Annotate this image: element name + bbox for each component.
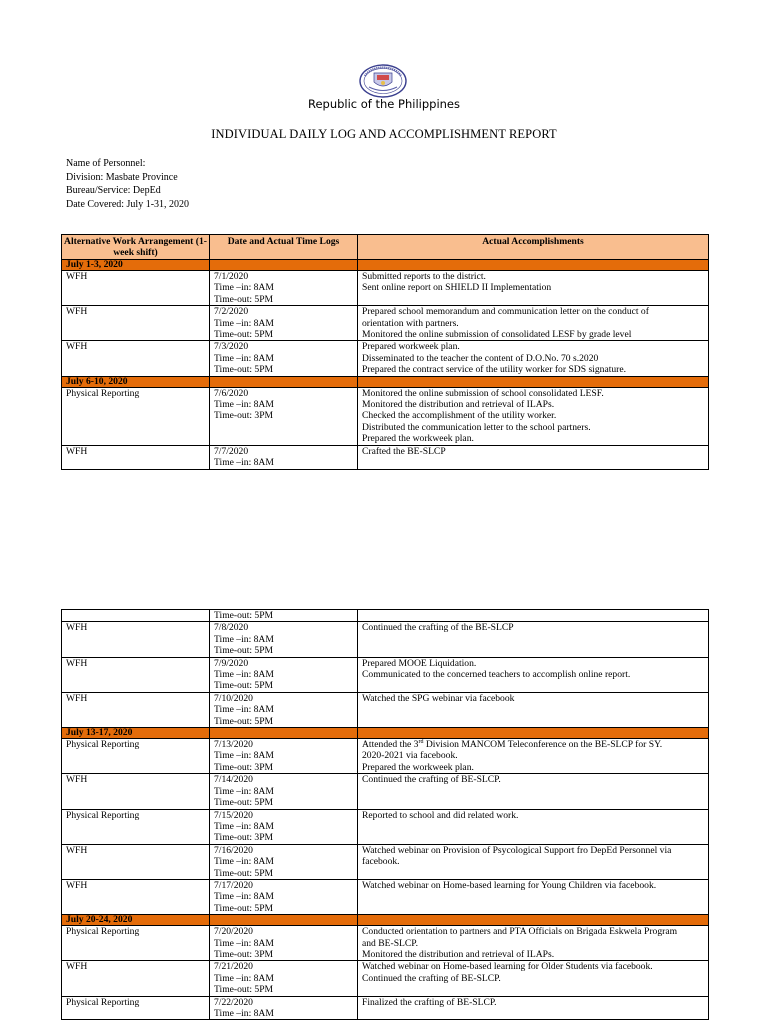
time-log-line: Time-out: 5PM xyxy=(214,293,274,305)
table-row xyxy=(62,445,709,469)
accomplishment-cell xyxy=(358,341,709,376)
time-log-line: Time –in: 8AM xyxy=(214,820,274,832)
work-arrangement-cell: Physical Reporting xyxy=(62,739,210,774)
accomplishment-line: Watched the SPG webinar via facebook xyxy=(362,692,515,704)
accomplishment-line: Watched webinar on Home-based learning for Older Students via facebook. xyxy=(362,961,653,973)
table-row xyxy=(62,271,709,306)
accomplishment-line: Prepared school memorandum and communication letter on the conduct of xyxy=(362,306,649,318)
accomplishment-line: Checked the accomplishment of the utility worker. xyxy=(362,410,557,422)
work-arrangement-cell xyxy=(62,610,210,622)
accomplishment-line: Conducted orientation to partners and PTA Officials on Brigada Eskwela Program xyxy=(362,926,678,938)
accomplishment-line: Prepared MOOE Liquidation. xyxy=(362,657,477,669)
time-log-line: Time –in: 8AM xyxy=(214,856,274,868)
time-log-line: Time-out: 3PM xyxy=(214,410,274,422)
accomplishment-line: Reported to school and did related work. xyxy=(362,809,519,821)
report-title: INDIVIDUAL DAILY LOG AND ACCOMPLISHMENT REPORT xyxy=(211,127,557,141)
accomplishment-line: Continued the crafting of BE-SLCP. xyxy=(362,774,501,786)
header-work-arrangement: Alternative Work Arrangement (1-week shift) xyxy=(62,235,210,260)
time-log-line: 7/2/2020 xyxy=(214,306,249,318)
time-log-line: 7/14/2020 xyxy=(214,774,253,786)
time-log-line: Time –in: 8AM xyxy=(214,669,274,681)
accomplishment-line: Prepared the contract service of the utility worker for SDS signature. xyxy=(362,364,627,376)
accomplishment-line: Sent online report on SHIELD II Implementation xyxy=(362,282,552,294)
accomplishment-cell xyxy=(358,844,709,879)
personnel-name: Name of Personnel: xyxy=(66,158,146,169)
table-row xyxy=(62,341,709,376)
week-header-row xyxy=(62,260,709,271)
accomplishment-line: Watched webinar on Provision of Psycological Support fro DepEd Personnel via xyxy=(362,844,672,856)
accomplishment-line: Prepared workweek plan. xyxy=(362,341,460,353)
time-log-line: Time-out: 5PM xyxy=(214,797,274,809)
week-empty-cell xyxy=(358,260,709,271)
week-label: July 6-10, 2020 xyxy=(62,376,210,387)
time-log-cell xyxy=(210,926,358,961)
accomplishment-line: Disseminated to the teacher the content of D.O.No. 70 s.2020 xyxy=(362,352,599,364)
time-log-line: 7/3/2020 xyxy=(214,341,249,353)
time-log-cell xyxy=(210,809,358,844)
time-log-line: Time-out: 5PM xyxy=(214,902,274,914)
time-log-cell xyxy=(210,879,358,914)
week-empty-cell xyxy=(210,376,358,387)
accomplishment-line: and BE-SLCP. xyxy=(362,937,418,949)
time-log-line: Time –in: 8AM xyxy=(214,785,274,797)
time-log-line: Time –in: 8AM xyxy=(214,937,274,949)
accomplishment-line: Monitored the online submission of consolidated LESF by grade level xyxy=(362,329,632,341)
work-arrangement-cell: WFH xyxy=(62,774,210,809)
time-log-cell xyxy=(210,622,358,657)
time-log-line: Time-out: 5PM xyxy=(214,680,274,692)
week-empty-cell xyxy=(210,728,358,739)
time-log-line: 7/16/2020 xyxy=(214,844,253,856)
accomplishment-cell xyxy=(358,622,709,657)
week-header-row xyxy=(62,915,709,926)
time-log-cell xyxy=(210,387,358,445)
table-row xyxy=(62,610,709,622)
work-arrangement-cell: WFH xyxy=(62,271,210,306)
accomplishment-cell xyxy=(358,961,709,996)
time-log-line: 7/8/2020 xyxy=(214,622,249,634)
week-empty-cell xyxy=(210,260,358,271)
time-log-line: Time-out: 3PM xyxy=(214,761,274,773)
accomplishment-cell xyxy=(358,445,709,469)
time-log-cell xyxy=(210,445,358,469)
time-log-line: Time-out: 5PM xyxy=(214,867,274,879)
table-row xyxy=(62,657,709,692)
time-log-line: Time-out: 5PM xyxy=(214,715,274,727)
date-covered: Date Covered: July 1-31, 2020 xyxy=(66,198,190,210)
work-arrangement-cell: WFH xyxy=(62,622,210,657)
time-log-line: Time-out: 5PM xyxy=(214,645,274,657)
accomplishment-cell xyxy=(358,657,709,692)
accomplishment-line: Watched webinar on Home-based learning for Young Children via facebook. xyxy=(362,879,657,891)
accomplishment-line: Monitored the distribution and retrieval of ILAPs. xyxy=(362,399,555,411)
table-row xyxy=(62,926,709,961)
table-row xyxy=(62,692,709,727)
accomplishment-cell xyxy=(358,774,709,809)
deped-seal-logo xyxy=(359,64,407,98)
accomplishment-line: Crafted the BE-SLCP xyxy=(362,445,446,457)
work-arrangement-cell: WFH xyxy=(62,445,210,469)
table-row xyxy=(62,879,709,914)
accomplishment-cell xyxy=(358,271,709,306)
time-log-line: Time-out: 5PM xyxy=(214,984,274,996)
accomplishment-line: facebook. xyxy=(362,856,400,868)
time-log-line: 7/1/2020 xyxy=(214,271,249,282)
time-log-line: Time –in: 8AM xyxy=(214,750,274,762)
work-arrangement-cell: Physical Reporting xyxy=(62,809,210,844)
time-log-cell xyxy=(210,341,358,376)
accomplishment-cell xyxy=(358,926,709,961)
table-row xyxy=(62,622,709,657)
time-log-line: Time –in: 8AM xyxy=(214,282,274,294)
time-log-line: Time –in: 8AM xyxy=(214,891,274,903)
time-log-cell xyxy=(210,271,358,306)
accomplishment-line: Submitted reports to the district. xyxy=(362,271,486,282)
time-log-line: Time-out: 5PM xyxy=(214,364,274,376)
time-log-line: 7/10/2020 xyxy=(214,692,253,704)
time-log-line: Time –in: 8AM xyxy=(214,633,274,645)
table-row xyxy=(62,996,709,1020)
time-log-line: 7/20/2020 xyxy=(214,926,253,938)
accomplishment-cell xyxy=(358,387,709,445)
personnel-bureau: Bureau/Service: DepEd xyxy=(66,185,161,196)
accomplishment-cell xyxy=(358,306,709,341)
work-arrangement-cell: WFH xyxy=(62,692,210,727)
time-log-line: 7/9/2020 xyxy=(214,657,249,669)
week-empty-cell xyxy=(358,376,709,387)
personnel-division: Division: Masbate Province xyxy=(66,171,178,183)
accomplishment-cell xyxy=(358,809,709,844)
time-log-line: 7/15/2020 xyxy=(214,809,253,821)
accomplishment-line: Finalized the crafting of BE-SLCP. xyxy=(362,996,497,1008)
log-table-page-2 xyxy=(61,609,709,1020)
work-arrangement-cell: WFH xyxy=(62,844,210,879)
time-log-line: 7/21/2020 xyxy=(214,961,253,973)
time-log-cell xyxy=(210,774,358,809)
accomplishment-line: 2020-2021 via facebook. xyxy=(362,750,458,762)
work-arrangement-cell: Physical Reporting xyxy=(62,926,210,961)
time-log-line: Time-out: 5PM xyxy=(214,610,274,621)
accomplishment-line: Continued the crafting of the BE-SLCP xyxy=(362,622,514,634)
time-log-line: Time –in: 8AM xyxy=(214,399,274,411)
personnel-info xyxy=(66,157,189,211)
accomplishment-cell xyxy=(358,610,709,622)
time-log-line: Time –in: 8AM xyxy=(214,1008,274,1019)
time-log-line: 7/13/2020 xyxy=(214,739,253,751)
week-empty-cell xyxy=(358,915,709,926)
work-arrangement-cell: WFH xyxy=(62,961,210,996)
accomplishment-line: Prepared the workweek plan. xyxy=(362,761,474,773)
time-log-line: Time –in: 8AM xyxy=(214,317,274,329)
table-row xyxy=(62,306,709,341)
accomplishment-line: Monitored the distribution and retrieval of ILAPs. xyxy=(362,948,555,960)
time-log-line: 7/7/2020 xyxy=(214,445,249,457)
header-time-logs: Date and Actual Time Logs xyxy=(210,235,358,260)
accomplishment-cell xyxy=(358,996,709,1020)
accomplishment-line: Distributed the communication letter to the school partners. xyxy=(362,421,591,433)
work-arrangement-cell: WFH xyxy=(62,341,210,376)
time-log-line: 7/6/2020 xyxy=(214,387,249,399)
table-row xyxy=(62,844,709,879)
accomplishment-line: Communicated to the concerned teachers to accomplish online report. xyxy=(362,669,631,681)
accomplishment-line: Attended the 3rd Division MANCOM Teleconference on the BE-SLCP for SY. xyxy=(362,738,663,751)
week-label: July 13-17, 2020 xyxy=(62,728,210,739)
week-empty-cell xyxy=(210,915,358,926)
table-row xyxy=(62,739,709,774)
time-log-line: 7/17/2020 xyxy=(214,879,253,891)
time-log-line: Time-out: 3PM xyxy=(214,948,274,960)
week-header-row xyxy=(62,728,709,739)
week-label: July 20-24, 2020 xyxy=(62,915,210,926)
accomplishment-line: Prepared the workweek plan. xyxy=(362,433,474,445)
accomplishment-line: orientation with partners. xyxy=(362,317,459,329)
time-log-line: 7/22/2020 xyxy=(214,996,253,1008)
time-log-cell xyxy=(210,739,358,774)
week-empty-cell xyxy=(358,728,709,739)
time-log-line: Time –in: 8AM xyxy=(214,972,274,984)
time-log-line: Time –in: 8AM xyxy=(214,704,274,716)
time-log-cell xyxy=(210,961,358,996)
work-arrangement-cell: WFH xyxy=(62,879,210,914)
time-log-line: Time –in: 8AM xyxy=(214,352,274,364)
table-row xyxy=(62,809,709,844)
time-log-cell xyxy=(210,996,358,1020)
accomplishment-line: Continued the crafting of BE-SLCP. xyxy=(362,972,501,984)
time-log-cell xyxy=(210,306,358,341)
accomplishment-cell xyxy=(358,879,709,914)
accomplishment-line: Monitored the online submission of school consolidated LESF. xyxy=(362,387,604,399)
time-log-cell xyxy=(210,657,358,692)
log-table-page-1 xyxy=(61,234,709,470)
table-row xyxy=(62,774,709,809)
work-arrangement-cell: WFH xyxy=(62,657,210,692)
work-arrangement-cell: WFH xyxy=(62,306,210,341)
accomplishment-cell xyxy=(358,739,709,774)
work-arrangement-cell: Physical Reporting xyxy=(62,387,210,445)
table-row xyxy=(62,961,709,996)
time-log-cell xyxy=(210,610,358,622)
time-log-line: Time-out: 5PM xyxy=(214,329,274,341)
table-row xyxy=(62,387,709,445)
time-log-line: Time –in: 8AM xyxy=(214,457,274,469)
accomplishment-cell xyxy=(358,692,709,727)
work-arrangement-cell: Physical Reporting xyxy=(62,996,210,1020)
week-label: July 1-3, 2020 xyxy=(62,260,210,271)
time-log-cell xyxy=(210,692,358,727)
time-log-line: Time-out: 3PM xyxy=(214,832,274,844)
time-log-cell xyxy=(210,844,358,879)
republic-heading: Republic of the Philippines xyxy=(307,97,461,111)
week-header-row xyxy=(62,376,709,387)
header-accomplishments: Actual Accomplishments xyxy=(358,235,709,260)
